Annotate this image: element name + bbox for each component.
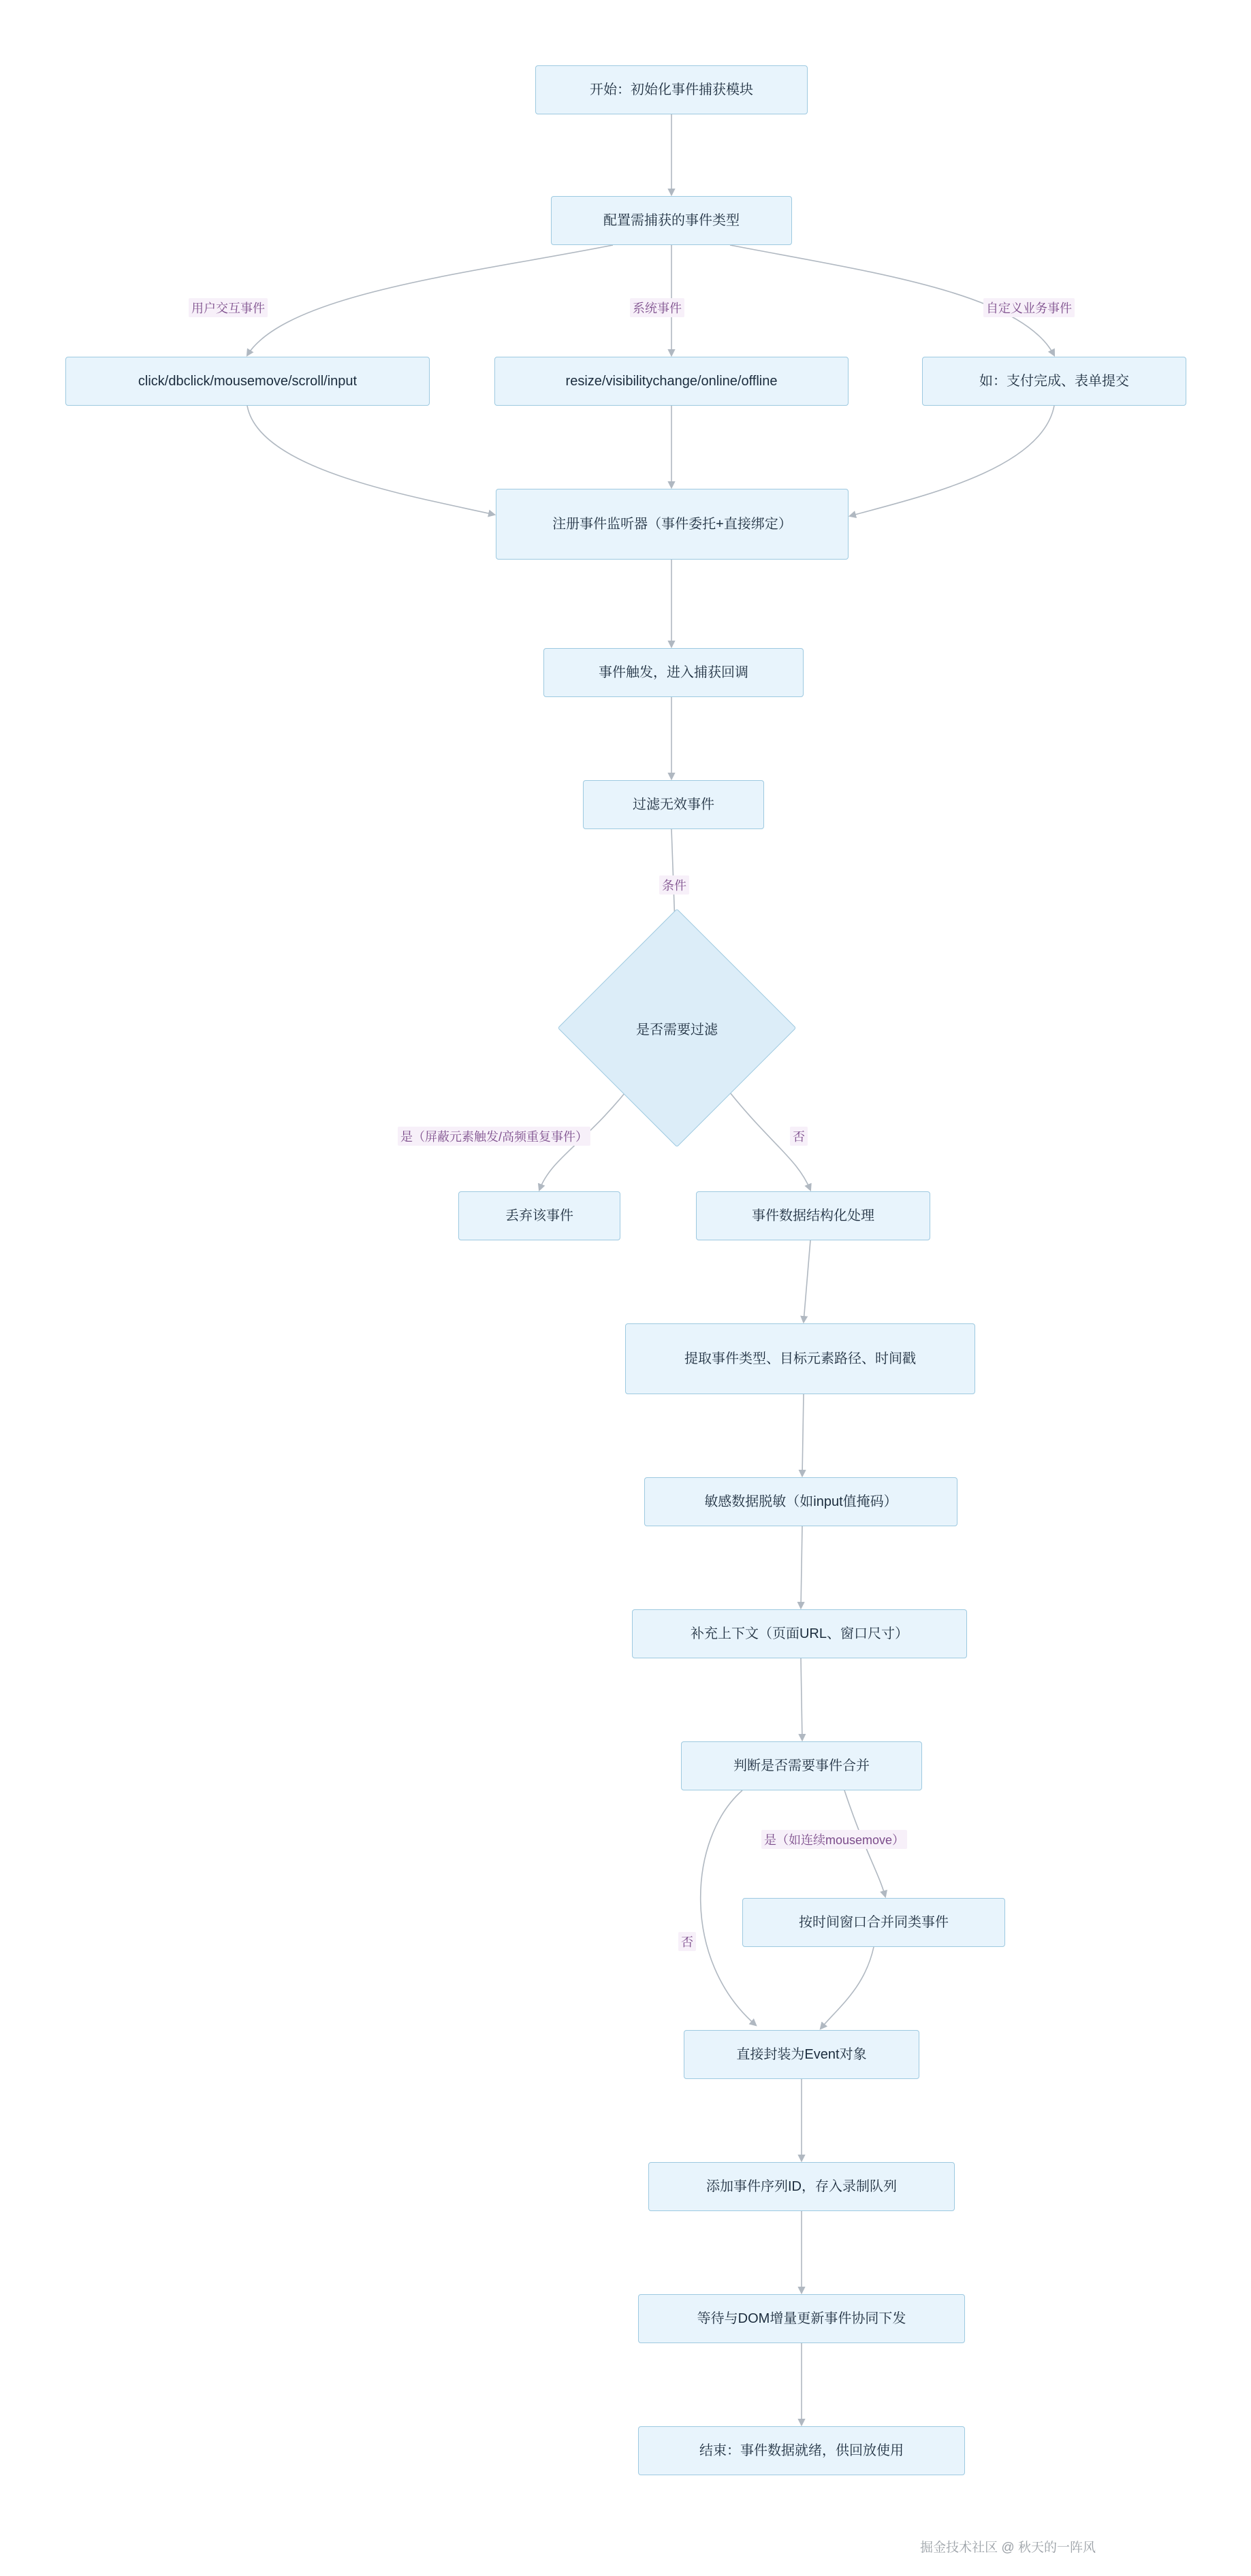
node-structure-event-data: 事件数据结构化处理 bbox=[696, 1191, 930, 1240]
edge-label-yes-merge: 是（如连续mousemove） bbox=[761, 1830, 907, 1849]
edge-label-no-merge: 否 bbox=[678, 1932, 696, 1951]
node-check-merge: 判断是否需要事件合并 bbox=[681, 1741, 922, 1790]
edge-label-condition: 条件 bbox=[659, 875, 689, 895]
node-enqueue-record: 添加事件序列ID，存入录制队列 bbox=[648, 2162, 955, 2211]
edge-label-ui-events: 用户交互事件 bbox=[189, 298, 268, 317]
edge-label-yes-filter: 是（屏蔽元素触发/高频重复事件） bbox=[398, 1127, 590, 1146]
node-add-context: 补充上下文（页面URL、窗口尺寸） bbox=[632, 1609, 967, 1658]
edge-label-system-events: 系统事件 bbox=[630, 298, 684, 317]
watermark: 掘金技术社区 @ 秋天的一阵风 bbox=[920, 2541, 1096, 2555]
node-business-events: 如：支付完成、表单提交 bbox=[922, 357, 1186, 406]
node-extract-fields: 提取事件类型、目标元素路径、时间戳 bbox=[625, 1323, 975, 1394]
node-wrap-event-object: 直接封装为Event对象 bbox=[684, 2030, 919, 2079]
node-end: 结束：事件数据就绪，供回放使用 bbox=[638, 2426, 965, 2475]
node-merge-by-time-window: 按时间窗口合并同类事件 bbox=[742, 1898, 1005, 1947]
node-config-event-types: 配置需捕获的事件类型 bbox=[551, 196, 792, 245]
node-decision-need-filter bbox=[592, 944, 761, 1112]
node-sync-with-dom-updates: 等待与DOM增量更新事件协同下发 bbox=[638, 2294, 965, 2343]
node-system-events: resize/visibilitychange/online/offline bbox=[494, 357, 849, 406]
node-filter-invalid-events: 过滤无效事件 bbox=[583, 780, 764, 829]
node-ui-events: click/dbclick/mousemove/scroll/input bbox=[65, 357, 430, 406]
node-register-listeners: 注册事件监听器（事件委托+直接绑定） bbox=[496, 489, 849, 560]
node-mask-sensitive-data: 敏感数据脱敏（如input值掩码） bbox=[644, 1477, 957, 1526]
node-drop-event: 丢弃该事件 bbox=[458, 1191, 620, 1240]
node-decision-label: 是否需要过滤 bbox=[636, 1022, 718, 1037]
edge-label-no-filter: 否 bbox=[790, 1127, 808, 1146]
edge-label-business-events: 自定义业务事件 bbox=[983, 298, 1075, 317]
node-event-trigger-callback: 事件触发，进入捕获回调 bbox=[543, 648, 804, 697]
node-start: 开始：初始化事件捕获模块 bbox=[535, 65, 808, 114]
